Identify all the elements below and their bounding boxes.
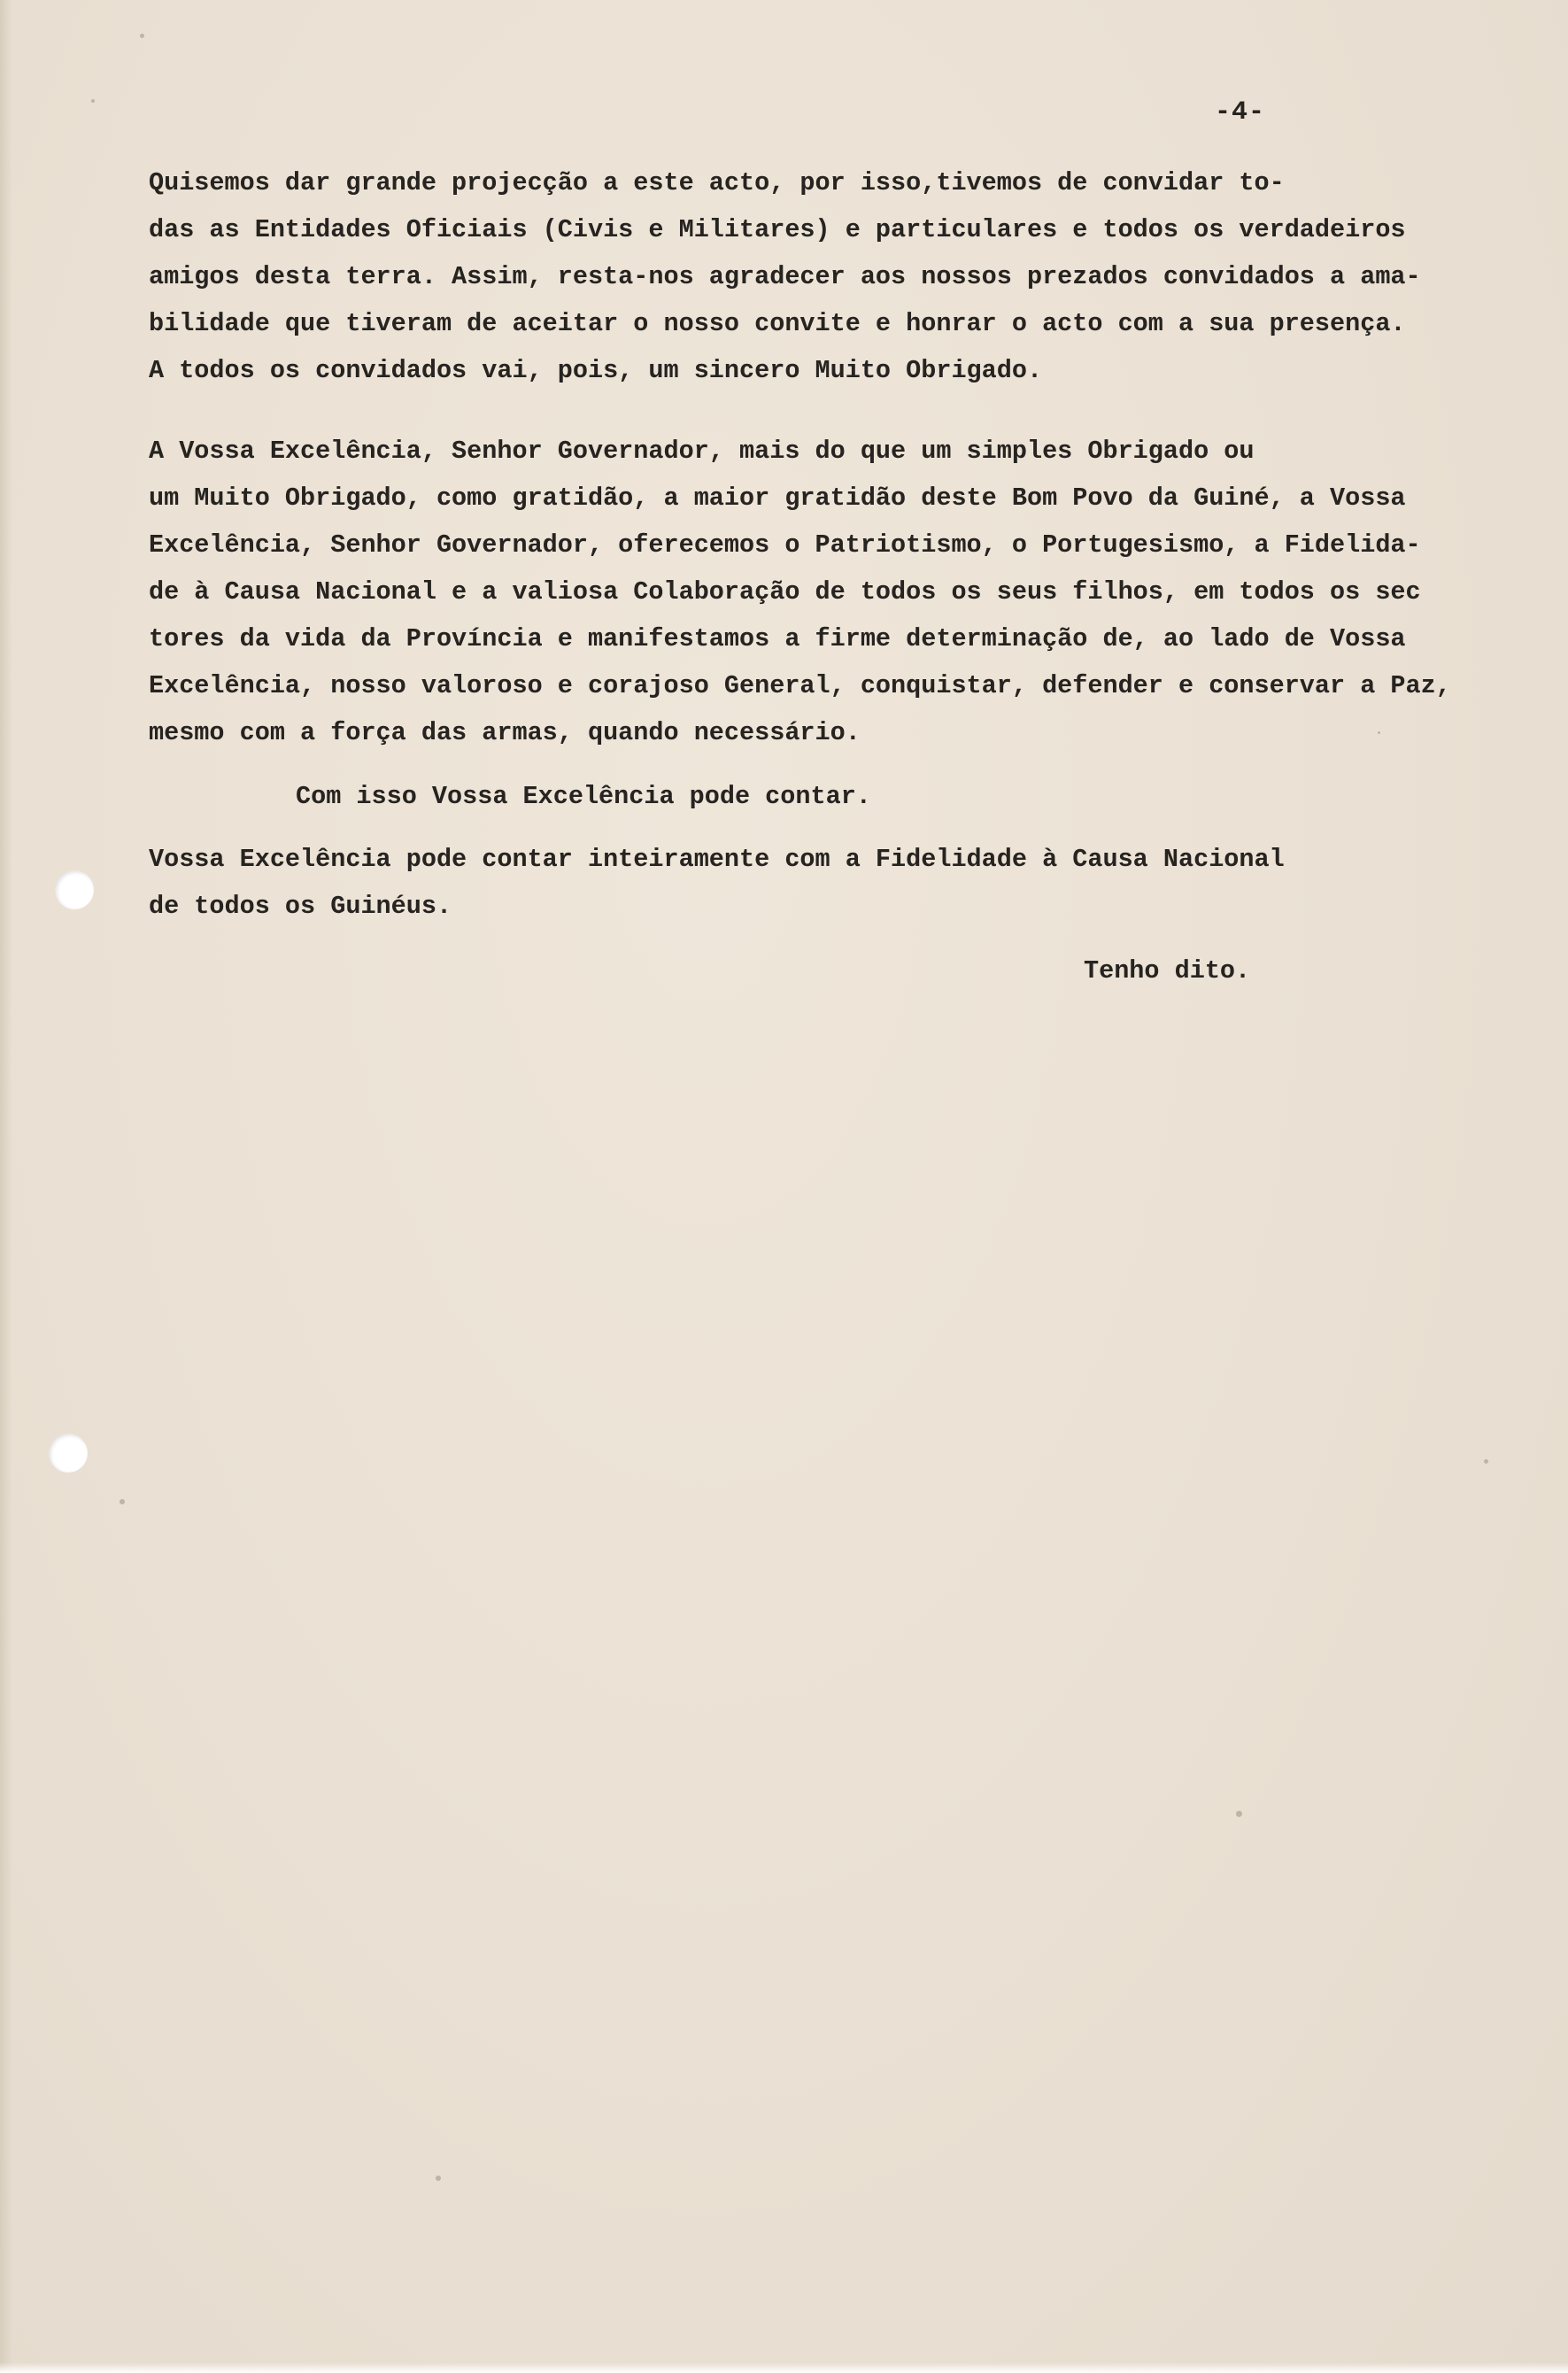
paper-speck xyxy=(91,99,95,103)
text-line: A Vossa Excelência, Senhor Governador, mais do que um simples Obrigado ou xyxy=(149,437,1255,466)
text-line: Excelência, nosso valoroso e corajoso General, conquistar, defender e conservar a Paz, xyxy=(149,671,1451,700)
text-line: A todos os convidados vai, pois, um sincero Muito Obrigado. xyxy=(149,356,1043,385)
paragraph-fidelity xyxy=(149,836,1417,930)
punch-hole-bottom xyxy=(49,1434,88,1472)
paper-speck xyxy=(1236,1811,1242,1817)
paragraph-can-count xyxy=(296,773,1093,820)
text-line: de à Causa Nacional e a valiosa Colaboração de todos os seus filhos, em todos os sec xyxy=(149,577,1421,607)
paragraph-address-governor xyxy=(149,428,1451,756)
text-line: de todos os Guinéus. xyxy=(149,892,452,921)
paragraph-thanks-guests xyxy=(149,159,1421,394)
page-number: -4- xyxy=(1215,97,1266,128)
text-line: Excelência, Senhor Governador, oferecemos o Patriotismo, o Portugesismo, a Fidelida- xyxy=(149,530,1421,560)
paper-speck xyxy=(120,1499,125,1504)
text-line: Vossa Excelência pode contar inteiramente com a Fidelidade à Causa Nacional xyxy=(149,845,1285,874)
paper-bottom-edge xyxy=(0,2362,1568,2373)
text-line: Com isso Vossa Excelência pode contar. xyxy=(296,782,871,811)
text-line: Tenho dito. xyxy=(1084,956,1251,986)
text-line: um Muito Obrigado, como gratidão, a maior gratidão deste Bom Povo da Guiné, a Vossa xyxy=(149,483,1406,513)
paper-left-edge xyxy=(0,0,12,2373)
closing-line xyxy=(1084,947,1314,994)
paper-speck xyxy=(140,34,144,38)
text-line: das as Entidades Oficiais (Civis e Militares) e particulares e todos os verdadeiros xyxy=(149,215,1406,244)
paper-speck xyxy=(436,2176,441,2181)
text-line: mesmo com a força das armas, quando necessário. xyxy=(149,718,861,747)
text-line: bilidade que tiveram de aceitar o nosso convite e honrar o acto com a sua presença. xyxy=(149,309,1406,338)
text-line: amigos desta terra. Assim, resta-nos agradecer aos nossos prezados convidados a ama- xyxy=(149,262,1421,291)
text-line: tores da vida da Província e manifestamos a firme determinação de, ao lado de Vossa xyxy=(149,624,1406,653)
text-line: Quisemos dar grande projecção a este acto, por isso,tivemos de convidar to- xyxy=(149,168,1285,197)
paper-speck xyxy=(1484,1459,1488,1464)
punch-hole-top xyxy=(55,870,94,909)
